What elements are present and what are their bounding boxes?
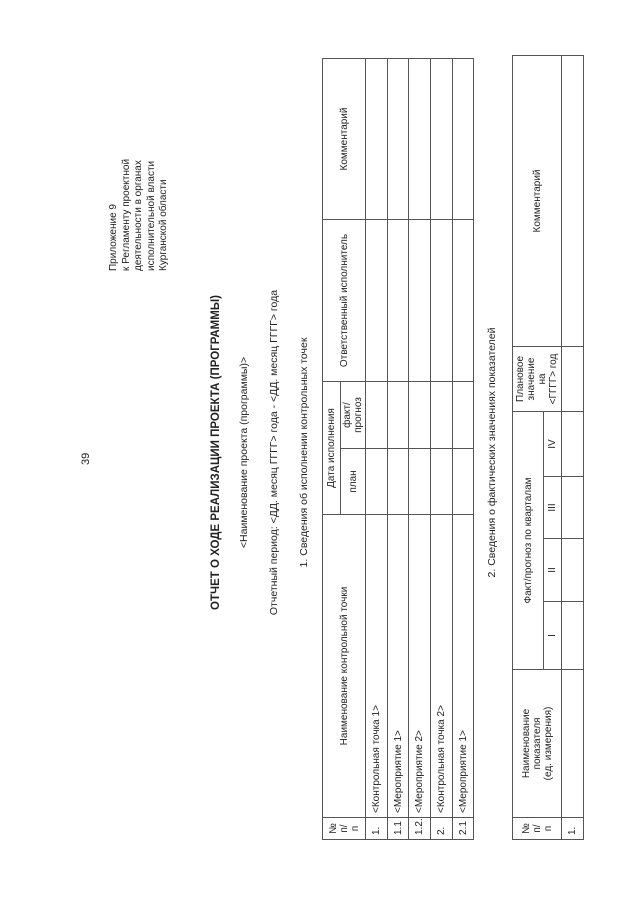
reporting-period: Отчетный период: <ДД. месяц ГГГГ> года - <ДД. месяц ГГГГ> года (268, 289, 280, 616)
row-name: <Мероприятие 1> (387, 515, 409, 818)
appendix-line: к Регламенту проектной (120, 158, 132, 271)
appendix-note (108, 41, 171, 271)
row-num: 1.2. (409, 818, 431, 840)
header-planned: Плановое значение на <ГГГГ> год (513, 346, 562, 411)
header-date: Дата исполнения (323, 382, 341, 515)
row-num: 2.1 (452, 818, 474, 840)
row-name: <Контрольная точка 2> (431, 515, 453, 818)
header-indicator: Наименование показателя (ед. измерения) (513, 670, 562, 818)
quarter-1: I (544, 602, 562, 670)
quarter-3: III (544, 477, 562, 539)
quarter-4: IV (544, 411, 562, 476)
indicators-table (512, 55, 584, 840)
table-header-row (323, 59, 341, 840)
appendix-line: деятельности в органах (133, 160, 144, 271)
table-row (452, 59, 474, 840)
row-num: 1.1 (387, 818, 409, 840)
table-header-row (513, 55, 544, 839)
control-points-table (322, 58, 474, 840)
header-responsible: Ответственный исполнитель (323, 220, 366, 382)
header-num: № п/п (323, 818, 366, 840)
appendix-line: Курганской области (158, 179, 169, 271)
appendix-line: Приложение 9 (108, 204, 119, 271)
row-num: 1. (562, 818, 584, 840)
section1-title: 1. Сведения об исполнении контрольных точек (298, 337, 310, 568)
header-comment: Комментарий (513, 55, 562, 346)
row-name: <Мероприятие 2> (409, 515, 431, 818)
header-num: № п/п (513, 818, 562, 840)
row-num: 2. (431, 818, 453, 840)
row-name: <Контрольная точка 1> (366, 515, 388, 818)
table-row (409, 59, 431, 840)
row-name: <Мероприятие 1> (452, 515, 474, 818)
header-quarters: Факт/прогноз по кварталам (513, 411, 544, 669)
page-number: 39 (80, 452, 92, 465)
table-row (366, 59, 388, 840)
row-num: 1. (366, 818, 388, 840)
header-plan: план (341, 449, 366, 515)
header-fact: факт/ прогноз (341, 382, 366, 449)
table-row (387, 59, 409, 840)
table-row (562, 55, 584, 839)
header-name: Наименование контрольной точки (323, 515, 366, 818)
appendix-line: исполнительной власти (145, 160, 157, 271)
project-name: <Наименование проекта (программы)> (238, 356, 250, 549)
header-comment: Комментарий (323, 59, 366, 220)
section2-title: 2. Сведения о фактических значениях показателей (486, 327, 498, 578)
document-title: ОТЧЕТ О ХОДЕ РЕАЛИЗАЦИИ ПРОЕКТА (ПРОГРАММЫ) (210, 295, 222, 610)
table-row (431, 59, 453, 840)
quarter-2: II (544, 539, 562, 602)
